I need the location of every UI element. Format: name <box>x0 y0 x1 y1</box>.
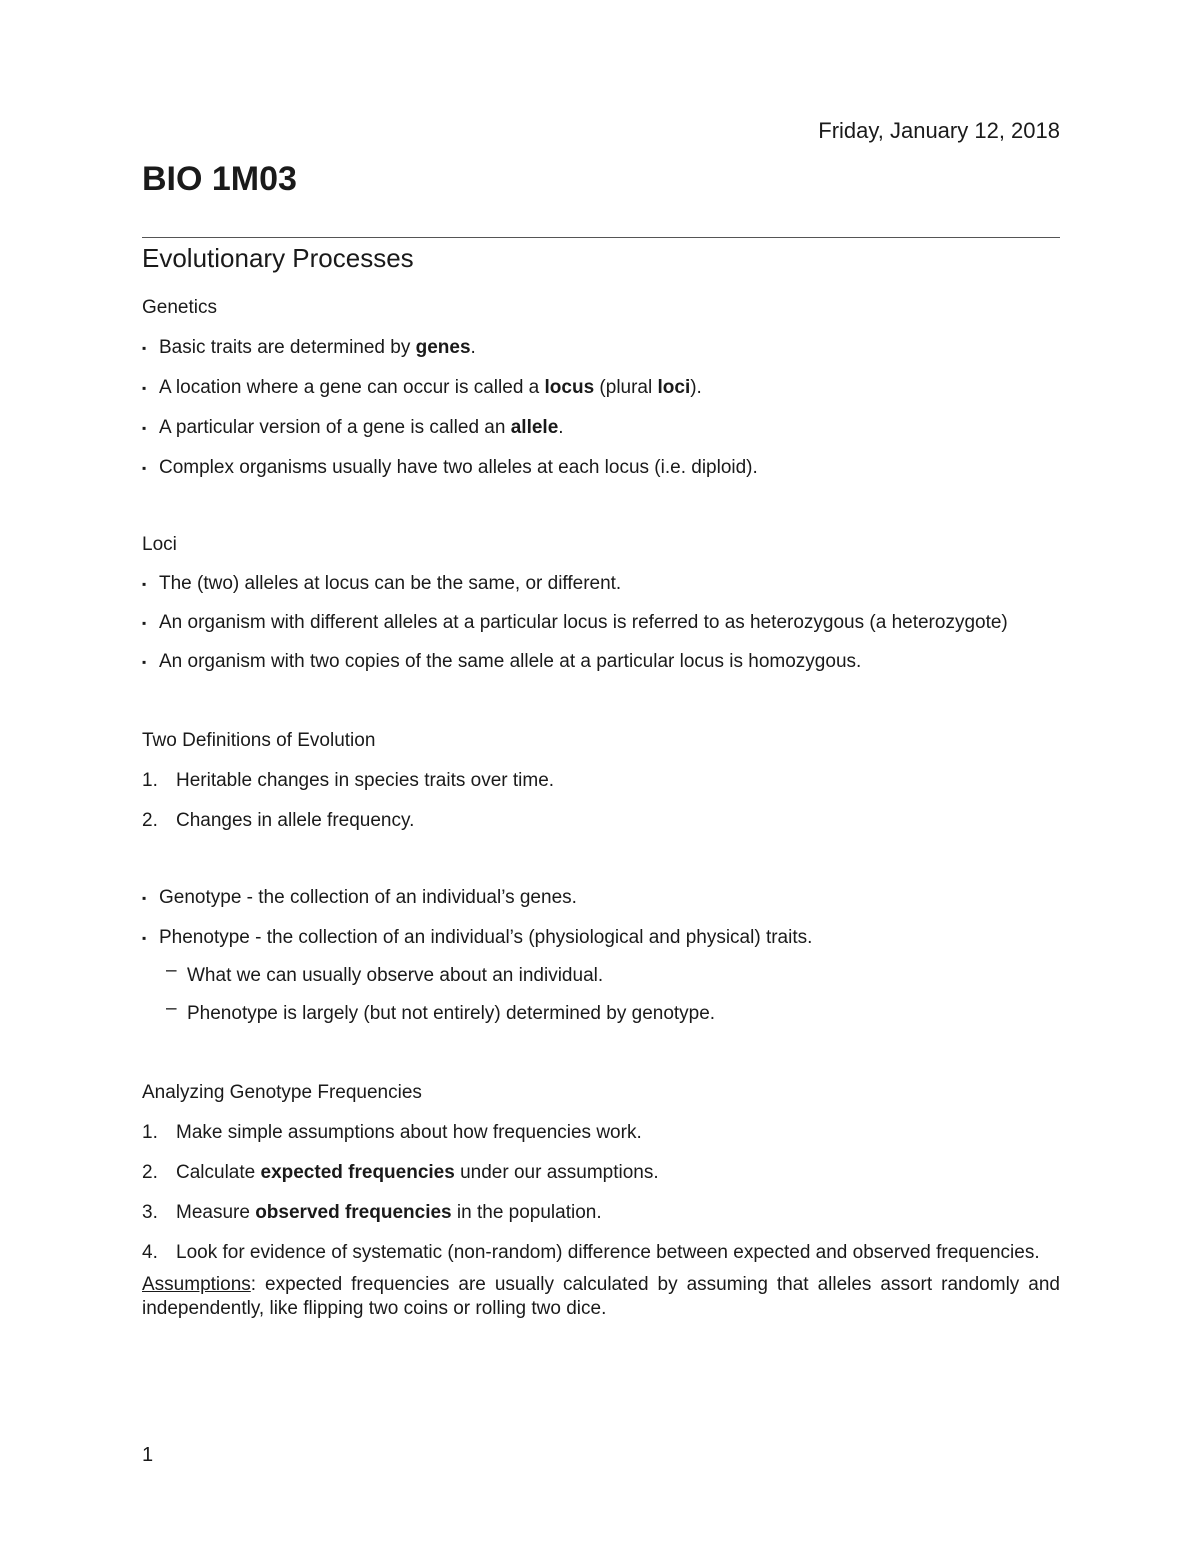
item-number: 2. <box>142 1162 158 1183</box>
sub-list-item: – What we can usually observe about an individual. <box>166 960 604 986</box>
list-item: 4. Look for evidence of systematic (non-random) difference between expected and observed frequencies. <box>142 1242 1040 1263</box>
assumptions-paragraph: Assumptions: expected frequencies are usually calculated by assuming that alleles assort randomly and independently, like flipping two coins or rolling two dice. <box>142 1274 1060 1319</box>
assumptions-label: Assumptions <box>142 1274 251 1295</box>
bullet-icon: ▪ <box>142 341 147 355</box>
list-item: 1. Make simple assumptions about how frequencies work. <box>142 1122 642 1143</box>
list-item: ▪ A location where a gene can occur is called a locus (plural loci). <box>142 377 702 398</box>
bullet-icon: ▪ <box>142 655 147 669</box>
header-divider <box>142 237 1060 238</box>
list-item: ▪ An organism with different alleles at a particular locus is referred to as heterozygous (a heterozygote) <box>142 612 1008 633</box>
list-item: 2. Changes in allele frequency. <box>142 810 415 831</box>
dash-icon: – <box>166 998 177 1019</box>
list-item: ▪ Basic traits are determined by genes. <box>142 337 476 358</box>
list-item: ▪ The (two) alleles at locus can be the same, or different. <box>142 573 622 594</box>
key-term: observed frequencies <box>255 1202 452 1223</box>
list-item: ▪ Phenotype - the collection of an individual’s (physiological and physical) traits. <box>142 927 813 948</box>
subheading-definitions: Two Definitions of Evolution <box>142 730 376 751</box>
list-item: 2. Calculate expected frequencies under our assumptions. <box>142 1162 659 1183</box>
list-item: ▪ A particular version of a gene is called an allele. <box>142 417 564 438</box>
lecture-date: Friday, January 12, 2018 <box>818 118 1060 143</box>
list-item: 3. Measure observed frequencies in the population. <box>142 1202 602 1223</box>
bullet-icon: ▪ <box>142 381 147 395</box>
section-title: Evolutionary Processes <box>142 243 414 273</box>
item-number: 2. <box>142 810 158 831</box>
course-code: BIO 1M03 <box>142 160 297 198</box>
item-number: 1. <box>142 1122 158 1143</box>
bullet-icon: ▪ <box>142 577 147 591</box>
list-item: ▪ Complex organisms usually have two alleles at each locus (i.e. diploid). <box>142 457 758 478</box>
sub-list-item: – Phenotype is largely (but not entirely) determined by genotype. <box>166 998 716 1024</box>
document-page <box>142 0 1060 1553</box>
page-number: 1 <box>142 1444 154 1466</box>
key-term: locus <box>544 377 595 398</box>
bullet-icon: ▪ <box>142 421 147 435</box>
key-term: loci <box>657 377 691 398</box>
key-term: expected frequencies <box>260 1162 455 1183</box>
subheading-loci: Loci <box>142 534 177 555</box>
dash-icon: – <box>166 960 177 981</box>
list-item: 1. Heritable changes in species traits over time. <box>142 770 555 791</box>
item-number: 4. <box>142 1242 158 1263</box>
key-term: genes <box>415 337 471 358</box>
notes-content <box>142 296 1060 1321</box>
subheading-analyzing: Analyzing Genotype Frequencies <box>142 1082 422 1103</box>
item-number: 1. <box>142 770 158 791</box>
bullet-icon: ▪ <box>142 461 147 475</box>
item-number: 3. <box>142 1202 158 1223</box>
list-item: ▪ An organism with two copies of the same allele at a particular locus is homozygous. <box>142 651 862 672</box>
subheading-genetics: Genetics <box>142 297 217 318</box>
list-item: ▪ Genotype - the collection of an individual’s genes. <box>142 887 577 908</box>
key-term: allele <box>510 417 559 438</box>
bullet-icon: ▪ <box>142 931 147 945</box>
bullet-icon: ▪ <box>142 891 147 905</box>
bullet-icon: ▪ <box>142 616 147 630</box>
